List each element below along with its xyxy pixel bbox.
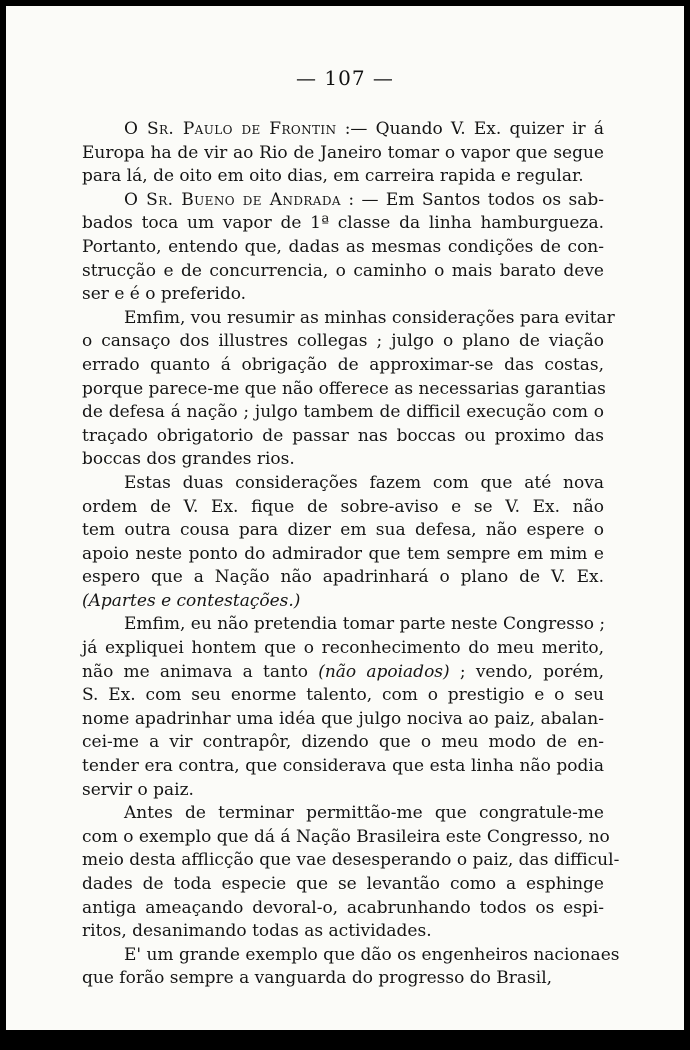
text-line xyxy=(82,472,604,496)
text-line xyxy=(82,401,604,425)
text-line xyxy=(82,755,604,779)
line-text: que forão sempre a vanguarda do progresso do Brasil, xyxy=(82,968,553,989)
line-text: espero que a Nação não apadrinhará o plano de V. Ex. xyxy=(82,567,604,588)
text-line xyxy=(82,283,604,307)
text-line xyxy=(82,212,604,236)
text-line xyxy=(82,189,604,213)
line-text: já expliquei hontem que o reconhecimento do meu merito, xyxy=(82,638,604,659)
line-text: strucção e de concurrencia, o caminho o mais barato deve xyxy=(82,260,604,281)
text-line xyxy=(82,496,604,520)
text-line xyxy=(82,165,604,189)
text-line xyxy=(82,873,604,897)
book-page xyxy=(6,6,684,1030)
line-text: dades de toda especie que se levantão como a esphinge xyxy=(82,874,604,894)
line-text: servir o paiz. xyxy=(82,779,194,800)
text-line xyxy=(82,330,604,354)
line-text: Emfim, eu não pretendia tomar parte neste Congresso ; xyxy=(124,614,606,635)
line-text: Portanto, entendo que, dadas as mesmas condições de con- xyxy=(82,236,604,257)
line-text: ; vendo, porém, xyxy=(449,661,605,682)
line-text: porque parece-me que não offerece as necessarias garantias xyxy=(82,378,606,399)
line-text: S. Ex. com seu enorme talento, com o prestigio e o seu xyxy=(82,685,604,706)
parenthetical-aside: (Apartes e contestações.) xyxy=(82,590,301,611)
line-text: de defesa á nação ; julgo tambem de difficil execução com o xyxy=(82,402,604,423)
parenthetical-aside: (não apoiados) xyxy=(307,661,450,682)
line-text: :— Quando V. Ex. quizer ir á xyxy=(336,119,604,139)
speaker-name: O Sr. Bueno de Andrada xyxy=(124,189,341,210)
paragraph xyxy=(82,613,604,802)
line-text: tender era contra, que considerava que esta linha não podia xyxy=(82,756,604,777)
line-text: apoio neste ponto do admirador que tem sempre em mim e xyxy=(82,543,604,564)
text-line xyxy=(82,590,604,614)
line-text: traçado obrigatorio de passar nas boccas ou proximo das xyxy=(82,425,604,446)
paragraph xyxy=(82,802,620,944)
line-text: nome apadrinhar uma idéa que julgo nociva ao paiz, abalan- xyxy=(82,708,604,729)
text-line xyxy=(82,519,604,543)
text-line xyxy=(82,354,604,378)
text-line xyxy=(82,448,604,472)
line-text: Emfim, vou resumir as minhas considerações para evitar xyxy=(124,307,615,328)
text-line xyxy=(82,613,604,637)
text-line xyxy=(82,425,604,449)
body-text xyxy=(82,118,620,991)
text-line xyxy=(82,920,604,944)
paragraph xyxy=(82,189,604,307)
line-text: ser e é o preferido. xyxy=(82,284,247,305)
text-line xyxy=(82,307,615,331)
text-line xyxy=(82,849,620,873)
page-number: — 107 — xyxy=(296,66,394,90)
paragraph xyxy=(82,118,604,189)
text-line xyxy=(82,142,604,166)
line-text: ordem de V. Ex. fique de sobre-aviso e se V. Ex. não xyxy=(82,496,604,517)
line-text: para lá, de oito em oito dias, em carreira rapida e regular. xyxy=(82,166,584,187)
text-line xyxy=(82,566,604,590)
paragraph xyxy=(82,944,620,991)
text-line xyxy=(82,543,604,567)
line-text: errado quanto á obrigação de approximar-se das costas, xyxy=(82,354,604,375)
line-text: cei-me a vir contrapôr, dizendo que o meu modo de en- xyxy=(82,732,604,753)
text-line xyxy=(82,118,604,142)
text-line xyxy=(82,378,604,402)
line-text: : — Em Santos todos os sab- xyxy=(340,189,604,210)
paragraph xyxy=(82,307,615,472)
text-line xyxy=(82,708,604,732)
text-line xyxy=(82,684,604,708)
text-line xyxy=(82,802,604,826)
line-text: E' um grande exemplo que dão os engenheiros nacionaes xyxy=(124,944,620,965)
text-line xyxy=(82,637,604,661)
text-line xyxy=(82,779,604,803)
text-line xyxy=(82,967,604,991)
line-text: meio desta afflicção que vae desesperando o paiz, das difficul- xyxy=(82,850,620,871)
line-text: Europa ha de vir ao Rio de Janeiro tomar o vapor que segue xyxy=(82,142,604,163)
text-line xyxy=(82,731,604,755)
line-text: bados toca um vapor de 1ª classe da linha hamburgueza. xyxy=(82,213,604,234)
text-line xyxy=(82,236,604,260)
text-line xyxy=(82,661,604,685)
speaker-name: O Sr. Paulo de Frontin xyxy=(124,119,337,139)
text-line xyxy=(82,260,604,284)
line-text: Estas duas considerações fazem com que até nova xyxy=(124,472,604,493)
line-text: ritos, desanimando todas as actividades. xyxy=(82,921,432,942)
line-text: tem outra cousa para dizer em sua defesa, não espere o xyxy=(82,520,604,541)
line-text: com o exemplo que dá á Nação Brasileira este Congresso, no xyxy=(82,826,610,847)
paragraph xyxy=(82,472,604,614)
text-line xyxy=(82,826,610,850)
line-text: antiga ameaçando devoral-o, acabrunhando todos os espi- xyxy=(82,897,604,918)
line-text: boccas dos grandes rios. xyxy=(82,449,295,470)
line-text: não me animava a tanto xyxy=(82,661,308,682)
text-line xyxy=(82,944,620,968)
text-line xyxy=(82,897,604,921)
line-text: Antes de terminar permittão-me que congratule-me xyxy=(124,803,604,824)
line-text: o cansaço dos illustres collegas ; julgo o plano de viação xyxy=(82,331,604,352)
